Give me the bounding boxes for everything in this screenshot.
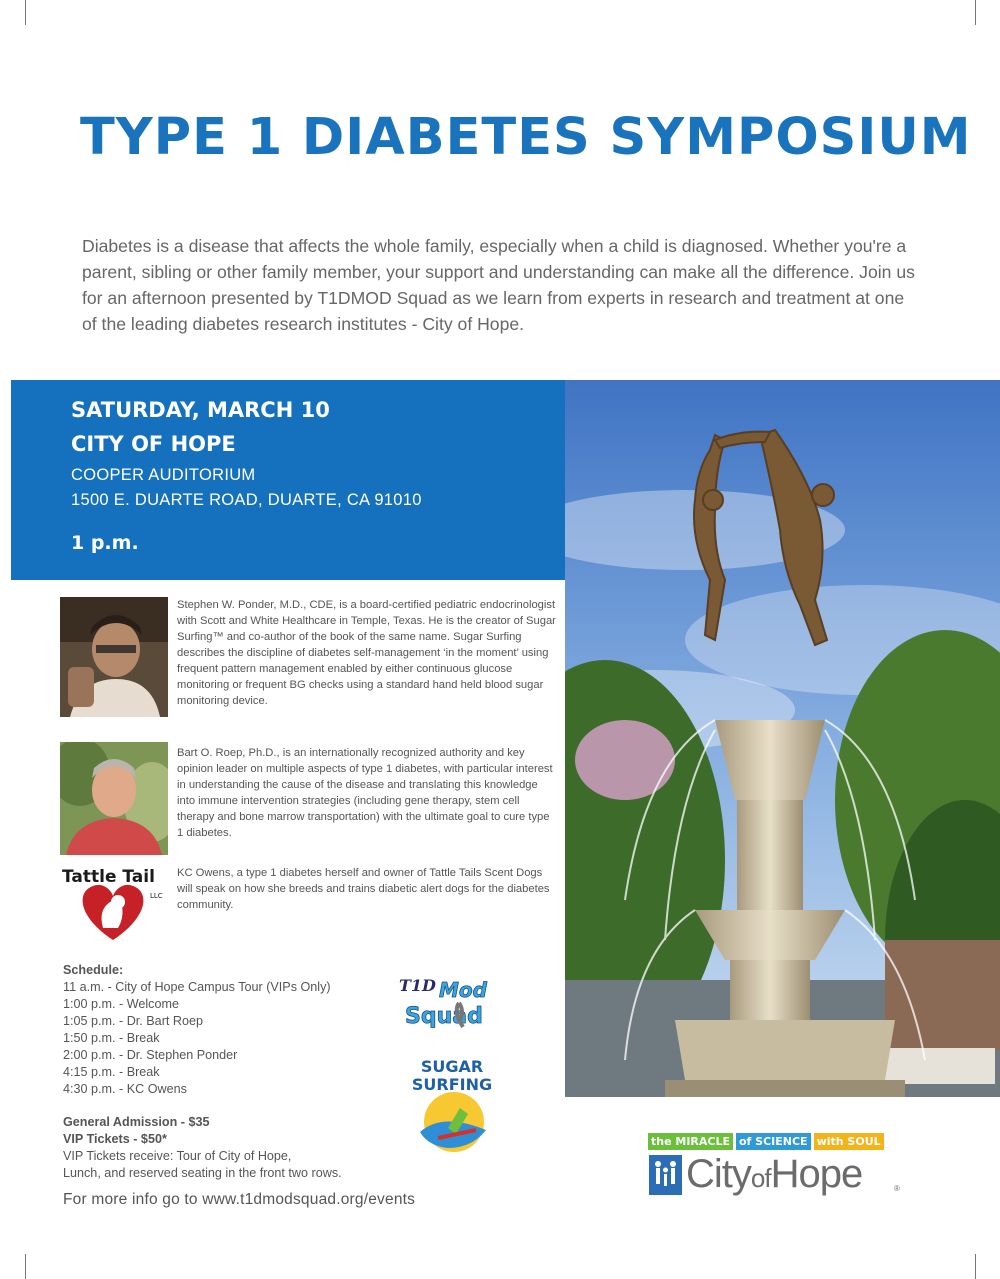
- city-of-hope-figures-icon: [649, 1155, 682, 1195]
- speaker-bio-ponder: Stephen W. Ponder, M.D., CDE, is a board-certified pediatric endocrinologist with Scott and White Healthcare in Temple, Texas. He is the creator of Sugar Surfing™ and co-author of the book of the same name. Sugar Surfing describes the discipline of diabetes self-management ‘in the moment’ using frequent pattern management enabled by either continuous glucose monitoring or frequent BG checks using a standard hand held blood sugar monitoring device.: [177, 599, 556, 707]
- event-details-panel: [11, 380, 566, 580]
- city-of-hope-wordmark: CityofHope: [686, 1152, 863, 1196]
- fountain-photo: [565, 380, 1000, 1097]
- city-of-hope-tagline: [648, 1133, 884, 1150]
- vip-note: Lunch, and reserved seating in the front two rows.: [63, 1166, 342, 1180]
- t1d-text: T1D: [399, 976, 436, 995]
- crop-mark: [975, 0, 976, 25]
- vip-note: VIP Tickets receive: Tour of City of Hope,: [63, 1149, 292, 1163]
- crop-mark: [25, 0, 26, 25]
- registered-mark: ®: [894, 1184, 900, 1193]
- schedule-title: Schedule:: [63, 963, 124, 977]
- crop-mark: [975, 1254, 976, 1279]
- event-time: 1 p.m.: [71, 532, 139, 554]
- vip-ticket-price: VIP Tickets - $50*: [63, 1132, 167, 1146]
- ticket-info: [63, 1114, 393, 1182]
- speaker-photo-ponder: [60, 597, 168, 717]
- mod-text: Mod: [439, 978, 487, 1002]
- t1d-mod-squad-logo: [393, 965, 503, 1045]
- tagline-part: the MIRACLE: [648, 1133, 733, 1150]
- tagline-part: of SCIENCE: [736, 1133, 811, 1150]
- page-title: TYPE 1 DIABETES SYMPOSIUM: [80, 108, 972, 167]
- schedule-item: 2:00 p.m. - Dr. Stephen Ponder: [63, 1048, 238, 1062]
- intro-paragraph: Diabetes is a disease that affects the whole family, especially when a child is diagnosed. Whether you're a parent, sibling or other family member, your support and understanding can make all the difference. Join us for an afternoon presented by T1DMOD Squad as we learn from experts in research and treatment at one of the leading diabetes research institutes - City of Hope.: [82, 236, 915, 334]
- general-admission-price: General Admission - $35: [63, 1115, 210, 1129]
- tattle-tail-logo: [58, 862, 168, 942]
- tattle-tail-text: Tattle Tail: [62, 867, 155, 887]
- crop-mark: [25, 1254, 26, 1279]
- schedule-item: 11 a.m. - City of Hope Campus Tour (VIPs Only): [63, 980, 331, 994]
- schedule-block: [63, 962, 383, 1098]
- event-address: 1500 E. DUARTE ROAD, DUARTE, CA 91010: [71, 491, 422, 509]
- schedule-item: 1:00 p.m. - Welcome: [63, 997, 179, 1011]
- event-venue: CITY OF HOPE: [71, 432, 236, 456]
- surfing-text: SURFING: [411, 1075, 493, 1094]
- tattle-tail-llc: LLC: [150, 892, 163, 900]
- more-info-link[interactable]: For more info go to www.t1dmodsquad.org/events: [63, 1191, 416, 1208]
- speaker-bio-roep: Bart O. Roep, Ph.D., is an internationally recognized authority and key opinion leader on multiple aspects of type 1 diabetes, with particular interest in understanding the cause of the disease and translating this knowledge into immune intervention strategies (including gene therapy, stem cell therapy and bone marrow transportation) with the ultimate goal to cure type 1 diabetes.: [177, 747, 553, 839]
- schedule-item: 4:30 p.m. - KC Owens: [63, 1082, 187, 1096]
- event-date: SATURDAY, MARCH 10: [71, 398, 330, 422]
- speaker-photo-roep: [60, 742, 168, 855]
- schedule-item: 4:15 p.m. - Break: [63, 1065, 160, 1079]
- speaker-bio-owens: KC Owens, a type 1 diabetes herself and owner of Tattle Tails Scent Dogs will speak on how she breeds and trains diabetic alert dogs for the diabetes community.: [177, 867, 550, 911]
- schedule-item: 1:50 p.m. - Break: [63, 1031, 160, 1045]
- squad-text: Squad: [405, 1004, 483, 1029]
- tagline-part: with SOUL: [814, 1133, 884, 1150]
- event-room: COOPER AUDITORIUM: [71, 466, 256, 484]
- schedule-item: 1:05 p.m. - Dr. Bart Roep: [63, 1014, 203, 1028]
- sugar-surfing-logo: [402, 1052, 502, 1152]
- sugar-text: SUGAR: [420, 1057, 484, 1076]
